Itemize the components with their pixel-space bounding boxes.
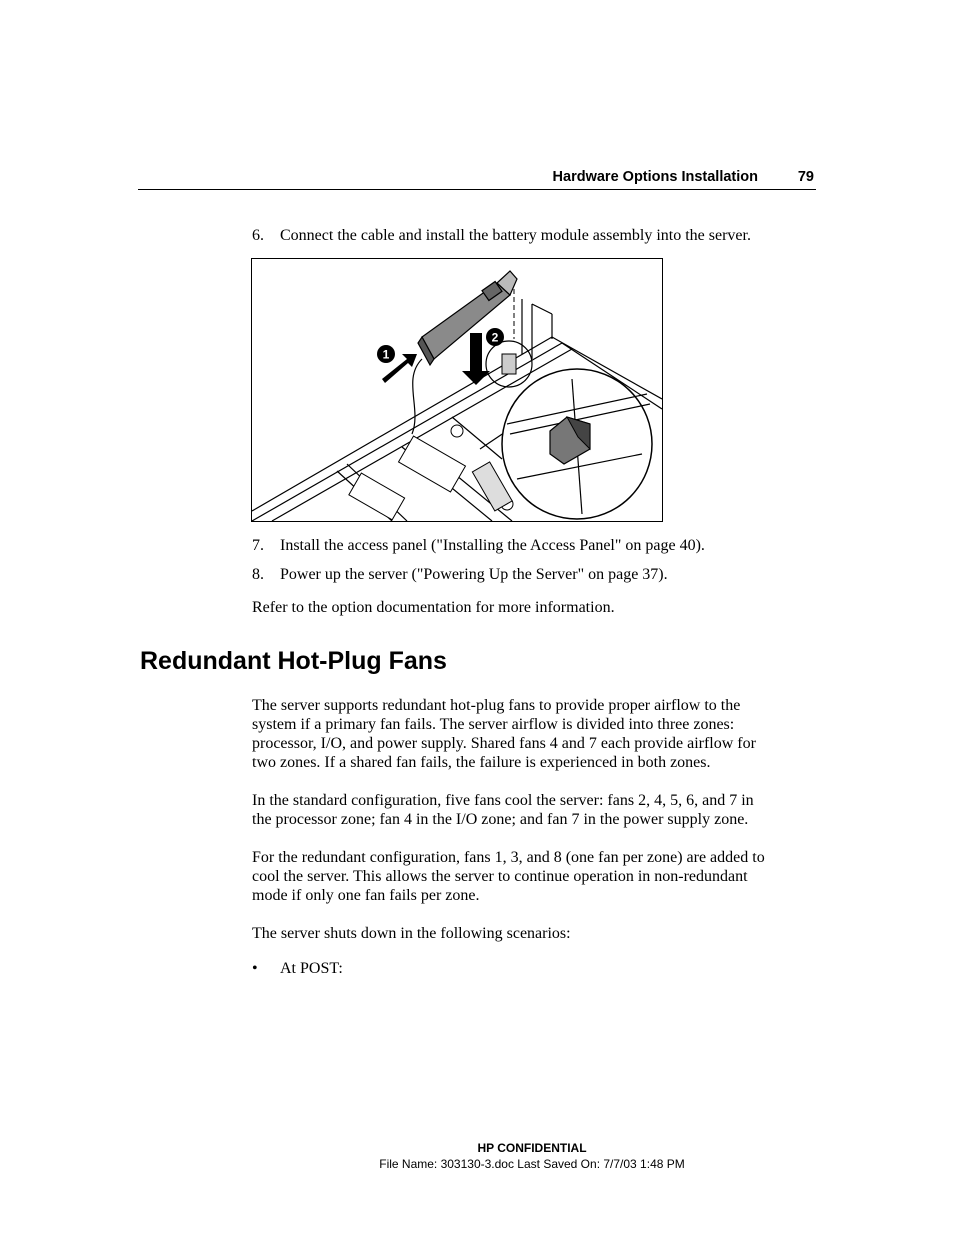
- battery-installation-figure: [251, 258, 663, 522]
- header-title: Hardware Options Installation: [552, 169, 758, 185]
- callout-2: 2: [491, 330, 499, 345]
- text-line: two zones. If a shared fan fails, the failure is experienced in both zones.: [252, 754, 711, 771]
- text-line: cool the server. This allows the server to continue operation in non-redundant: [252, 868, 748, 885]
- page-header: [138, 168, 816, 190]
- text-line: In the standard configuration, five fans cool the server: fans 2, 4, 5, 6, and 7 in: [252, 792, 754, 809]
- paragraph-standard-config: [252, 791, 812, 829]
- text-line: system if a primary fan fails. The server airflow is divided into three zones:: [252, 716, 735, 733]
- step-number: 8.: [252, 566, 264, 583]
- step-text: Install the access panel ("Installing the Access Panel" on page 40).: [280, 537, 705, 554]
- section-title: Redundant Hot-Plug Fans: [140, 647, 447, 675]
- step-number: 6.: [252, 227, 264, 244]
- step-number: 7.: [252, 537, 264, 554]
- paragraph-redundant-config: [252, 848, 812, 905]
- text-line: For the redundant configuration, fans 1, 3, and 8 (one fan per zone) are added to: [252, 849, 765, 866]
- callout-1: 1: [382, 347, 390, 362]
- step-text: Power up the server ("Powering Up the Server" on page 37).: [280, 566, 668, 583]
- paragraph-shutdown: [252, 924, 812, 943]
- paragraph-airflow: [252, 696, 812, 772]
- text-line: mode if only one fan fails per zone.: [252, 887, 480, 904]
- text-line: The server supports redundant hot-plug fans to provide proper airflow to the: [252, 697, 741, 714]
- text-line: The server shuts down in the following scenarios:: [252, 925, 571, 942]
- text-line: processor, I/O, and power supply. Shared fans 4 and 7 each provide airflow for: [252, 735, 756, 752]
- page-footer: [300, 1140, 764, 1172]
- step-text: Connect the cable and install the battery module assembly into the server.: [280, 227, 751, 244]
- page-number: 79: [797, 169, 814, 185]
- refer-paragraph: Refer to the option documentation for more information.: [252, 599, 615, 616]
- file-info: File Name: 303130-3.doc Last Saved On: 7/7/03 1:48 PM: [379, 1157, 685, 1171]
- text-line: the processor zone; fan 4 in the I/O zone; and fan 7 in the power supply zone.: [252, 811, 749, 828]
- battery-module-illustration: [252, 259, 662, 521]
- bullet-symbol: •: [252, 960, 258, 977]
- confidential-label: HP CONFIDENTIAL: [477, 1141, 587, 1155]
- bullet-text: At POST:: [280, 960, 343, 977]
